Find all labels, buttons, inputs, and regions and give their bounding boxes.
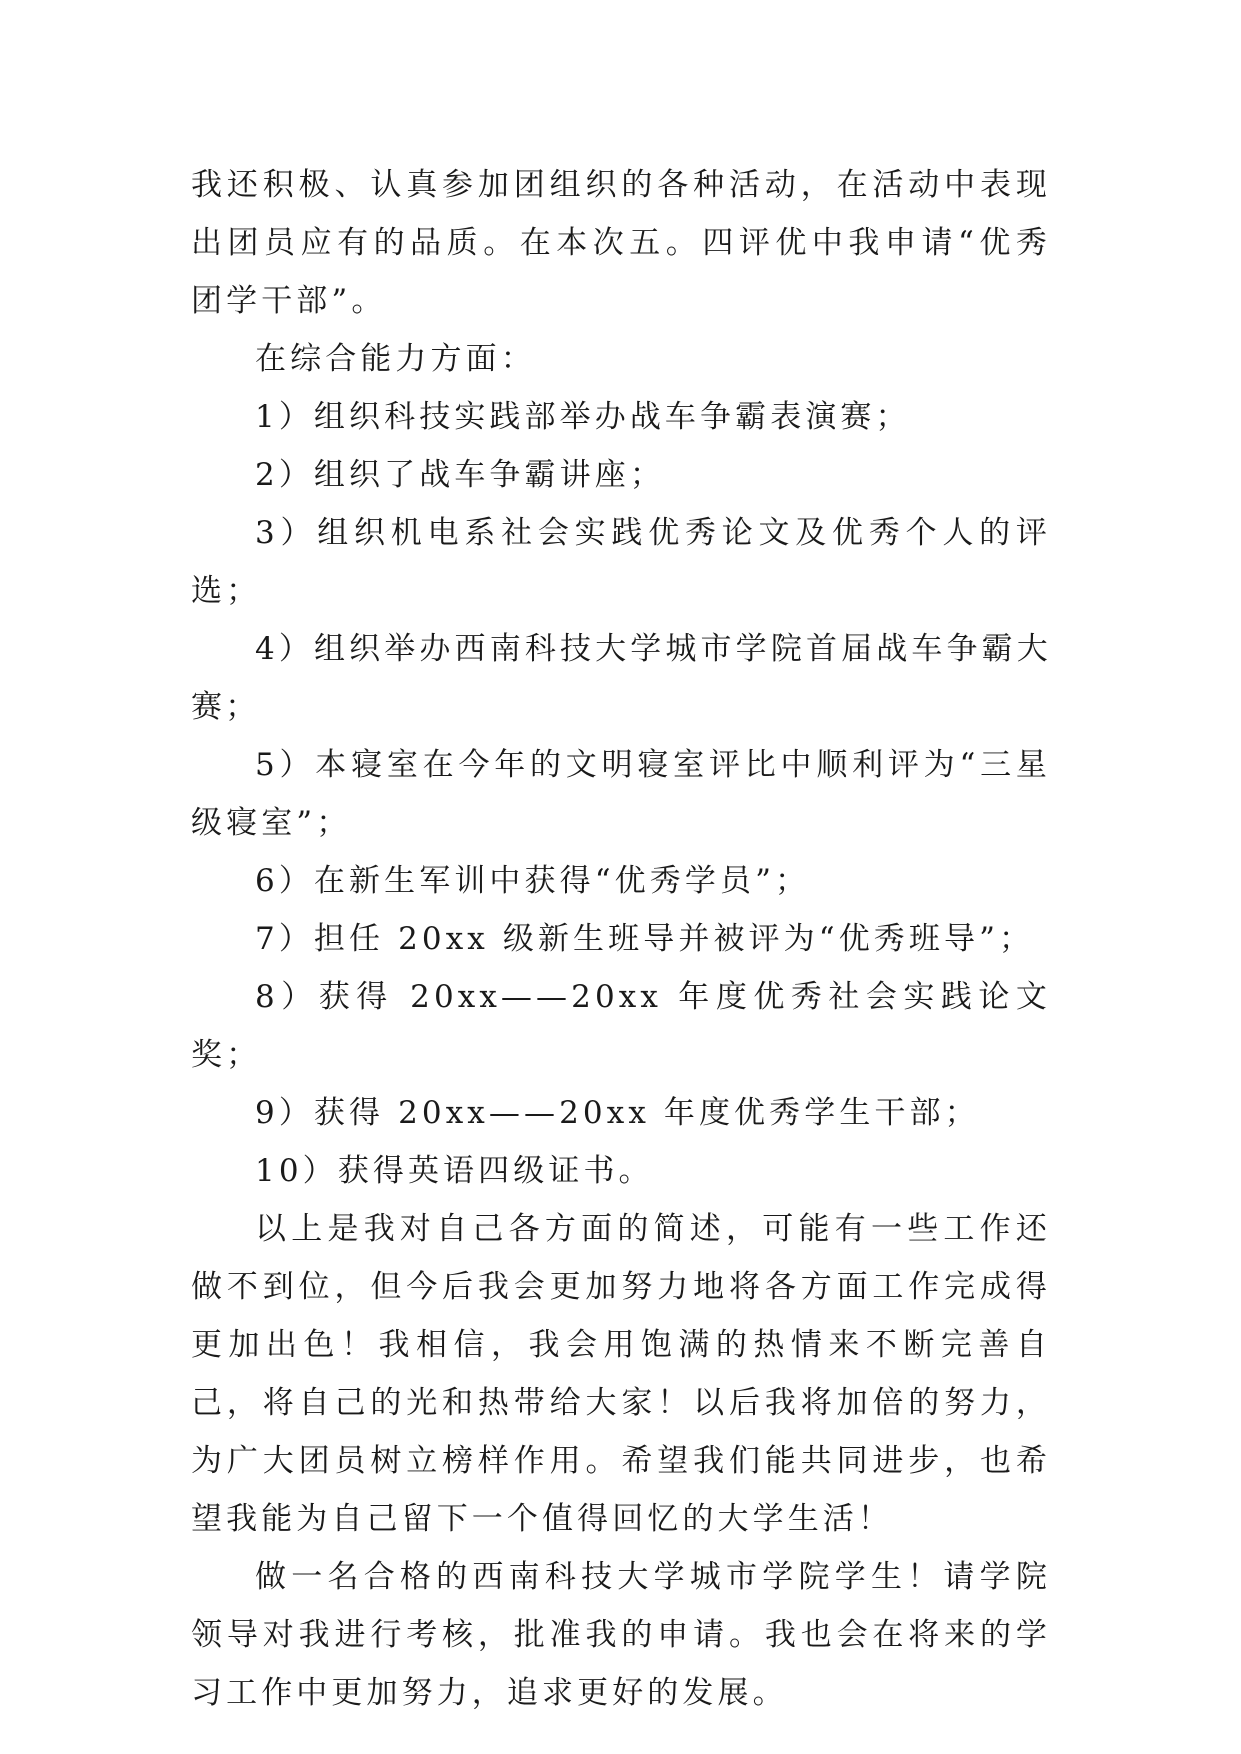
list-item: 1）组织科技实践部举办战车争霸表演赛； <box>255 399 911 435</box>
document-body <box>191 156 1051 1722</box>
list-item: 10）获得英语四级证书。 <box>255 1153 654 1189</box>
list-item: 3）组织机电系社会实践优秀论文及优秀个人的评选； <box>191 515 1051 609</box>
list-item: 8）获得 20xx——20xx 年度优秀社会实践论文奖； <box>191 979 1051 1073</box>
list-item: 4）组织举办西南科技大学城市学院首届战车争霸大赛； <box>191 631 1051 725</box>
list-item: 2）组织了战车争霸讲座； <box>255 457 665 493</box>
paragraph-summary: 以上是我对自己各方面的简述，可能有一些工作还做不到位，但今后我会更加努力地将各方面工作完成得更加出色！我相信，我会用饱满的热情来不断完善自己，将自己的光和热带给大家！以后我将加倍的努力，为广大团员树立榜样作用。希望我们能共同进步，也希望我能为自己留下一个值得回忆的大学生活！ <box>191 1211 1051 1537</box>
paragraph-activities: 我还积极、认真参加团组织的各种活动，在活动中表现出团员应有的品质。在本次五。四评优中我申请“优秀团学干部”。 <box>191 167 1051 319</box>
list-item: 5）本寝室在今年的文明寝室评比中顺利评为“三星级寝室”； <box>191 747 1051 841</box>
list-item: 7）担任 20xx 级新生班导并被评为“优秀班导”； <box>255 921 1035 957</box>
paragraph-ability-heading: 在综合能力方面： <box>255 341 536 377</box>
list-item: 6）在新生军训中获得“优秀学员”； <box>255 863 811 899</box>
paragraph-closing: 做一名合格的西南科技大学城市学院学生！请学院领导对我进行考核，批准我的申请。我也会在将来的学习工作中更加努力，追求更好的发展。 <box>191 1559 1051 1711</box>
list-item: 9）获得 20xx——20xx 年度优秀学生干部； <box>255 1095 980 1131</box>
